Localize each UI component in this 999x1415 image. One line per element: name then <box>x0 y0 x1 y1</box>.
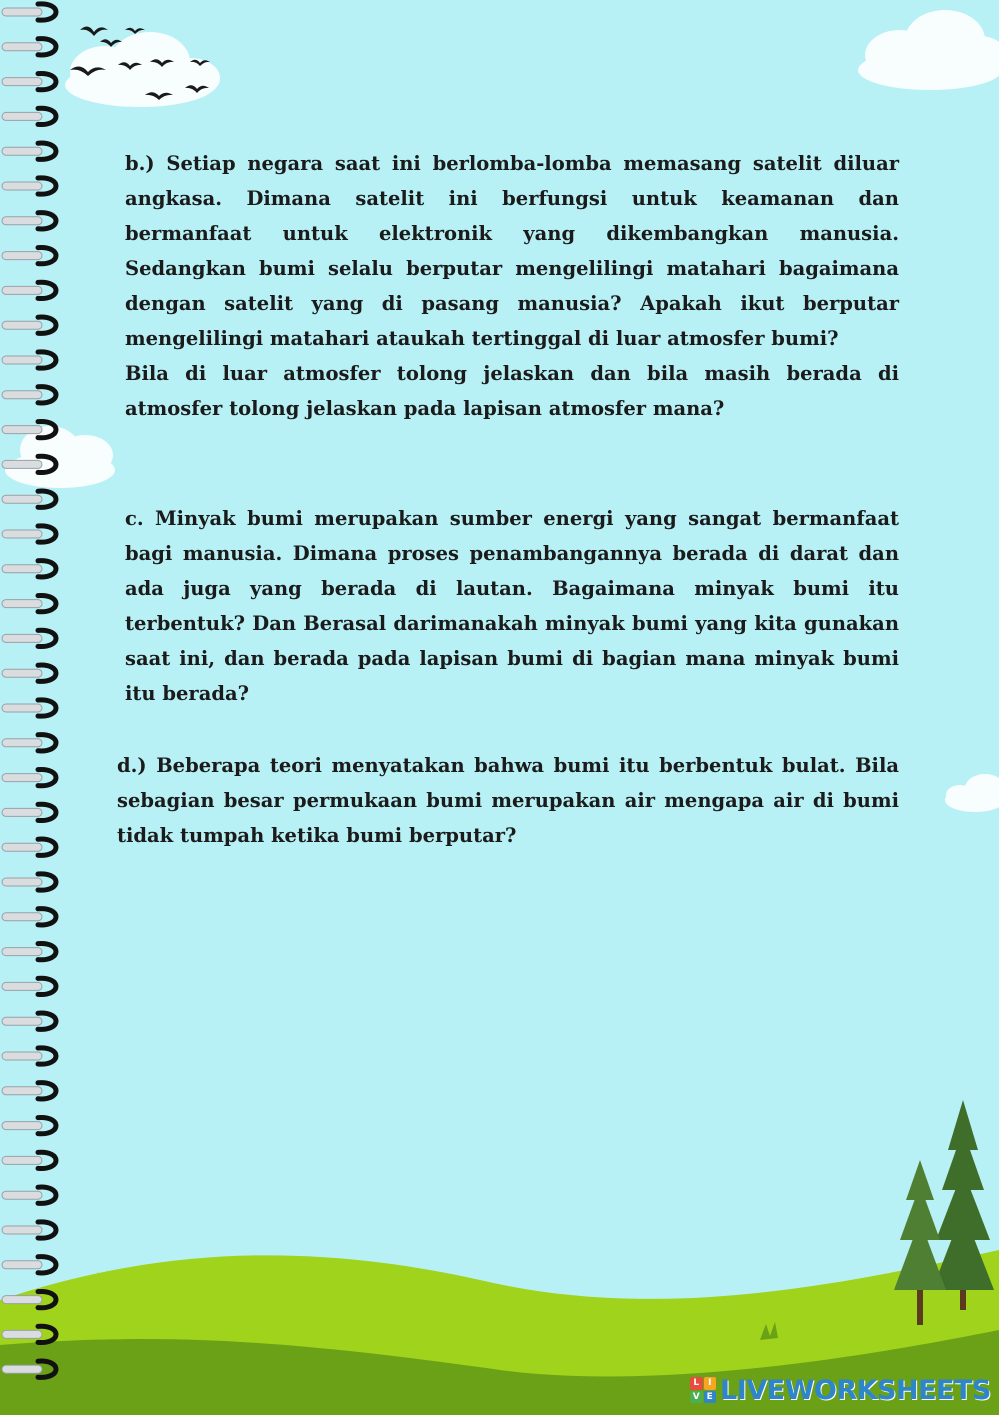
binding-ring <box>2 317 56 333</box>
binding-ring <box>2 804 56 820</box>
binding-ring <box>2 1257 56 1273</box>
binding-ring <box>2 421 56 437</box>
binding-ring <box>2 978 56 994</box>
cloud-top-right <box>858 10 999 90</box>
liveworksheets-logo-icon <box>690 1377 716 1403</box>
binding-ring <box>2 387 56 403</box>
binding-ring <box>2 735 56 751</box>
binding-ring <box>2 4 56 20</box>
binding-ring <box>2 73 56 89</box>
binding-ring <box>2 1083 56 1099</box>
binding-ring <box>2 282 56 298</box>
binding-ring <box>2 1187 56 1203</box>
logo-letter-l: L <box>690 1377 703 1390</box>
binding-ring <box>2 247 56 263</box>
binding-ring <box>2 839 56 855</box>
question-c <box>125 501 899 711</box>
binding-ring <box>2 630 56 646</box>
binding-ring <box>2 456 56 472</box>
binding-ring <box>2 769 56 785</box>
binding-ring <box>2 526 56 542</box>
binding-ring <box>2 1013 56 1029</box>
question-c-text: c. Minyak bumi merupakan sumber energi yang sangat bermanfaat bagi manusia. Dimana proses penambangannya berada di darat dan ada juga yang berada di lautan. Bagaimana minyak bumi itu terbentuk? Dan Berasal darimanakah minyak bumi yang kita gunakan saat ini, dan berada pada lapisan bumi di bagian mana minyak bumi itu berada? <box>125 507 899 705</box>
logo-letter-i: I <box>704 1377 717 1390</box>
cloud-top-left <box>65 32 220 107</box>
binding-ring <box>2 1222 56 1238</box>
binding-ring <box>2 700 56 716</box>
binding-ring <box>2 1152 56 1168</box>
binding-ring <box>2 874 56 890</box>
binding-ring <box>2 352 56 368</box>
spiral-binding <box>0 0 70 1415</box>
binding-ring <box>2 1361 56 1377</box>
liveworksheets-brand[interactable] <box>690 1372 991 1408</box>
binding-ring <box>2 108 56 124</box>
binding-ring <box>2 561 56 577</box>
binding-ring <box>2 39 56 55</box>
logo-letter-v: V <box>690 1391 703 1404</box>
binding-ring <box>2 1117 56 1133</box>
brand-name: LIVEWORKSHEETS <box>720 1374 991 1406</box>
binding-ring <box>2 143 56 159</box>
question-b-paragraph-2: Bila di luar atmosfer tolong jelaskan dan bila masih berada di atmosfer tolong jelaskan pada lapisan atmosfer mana? <box>125 362 899 420</box>
question-b <box>125 146 899 426</box>
binding-ring <box>2 178 56 194</box>
binding-ring <box>2 1291 56 1307</box>
cloud-right-small <box>945 774 999 812</box>
binding-ring <box>2 1326 56 1342</box>
binding-ring <box>2 595 56 611</box>
binding-ring <box>2 491 56 507</box>
question-d-text: d.) Beberapa teori menyatakan bahwa bumi itu berbentuk bulat. Bila sebagian besar permukaan bumi merupakan air mengapa air di bumi tidak tumpah ketika bumi berputar? <box>117 754 899 847</box>
question-d <box>117 748 899 853</box>
logo-letter-e: E <box>704 1391 717 1404</box>
question-b-paragraph-1: b.) Setiap negara saat ini berlomba-lomba memasang satelit diluar angkasa. Dimana satelit ini berfungsi untuk keamanan dan bermanfaat untuk elektronik yang dikembangkan manusia. Sedangkan bumi selalu berputar mengelilingi matahari bagaimana dengan satelit yang di pasang manusia? Apakah ikut berputar mengelilingi matahari ataukah tertinggal di luar atmosfer bumi? <box>125 152 899 350</box>
binding-ring <box>2 943 56 959</box>
binding-ring <box>2 665 56 681</box>
binding-ring <box>2 1048 56 1064</box>
binding-ring <box>2 909 56 925</box>
binding-ring <box>2 213 56 229</box>
